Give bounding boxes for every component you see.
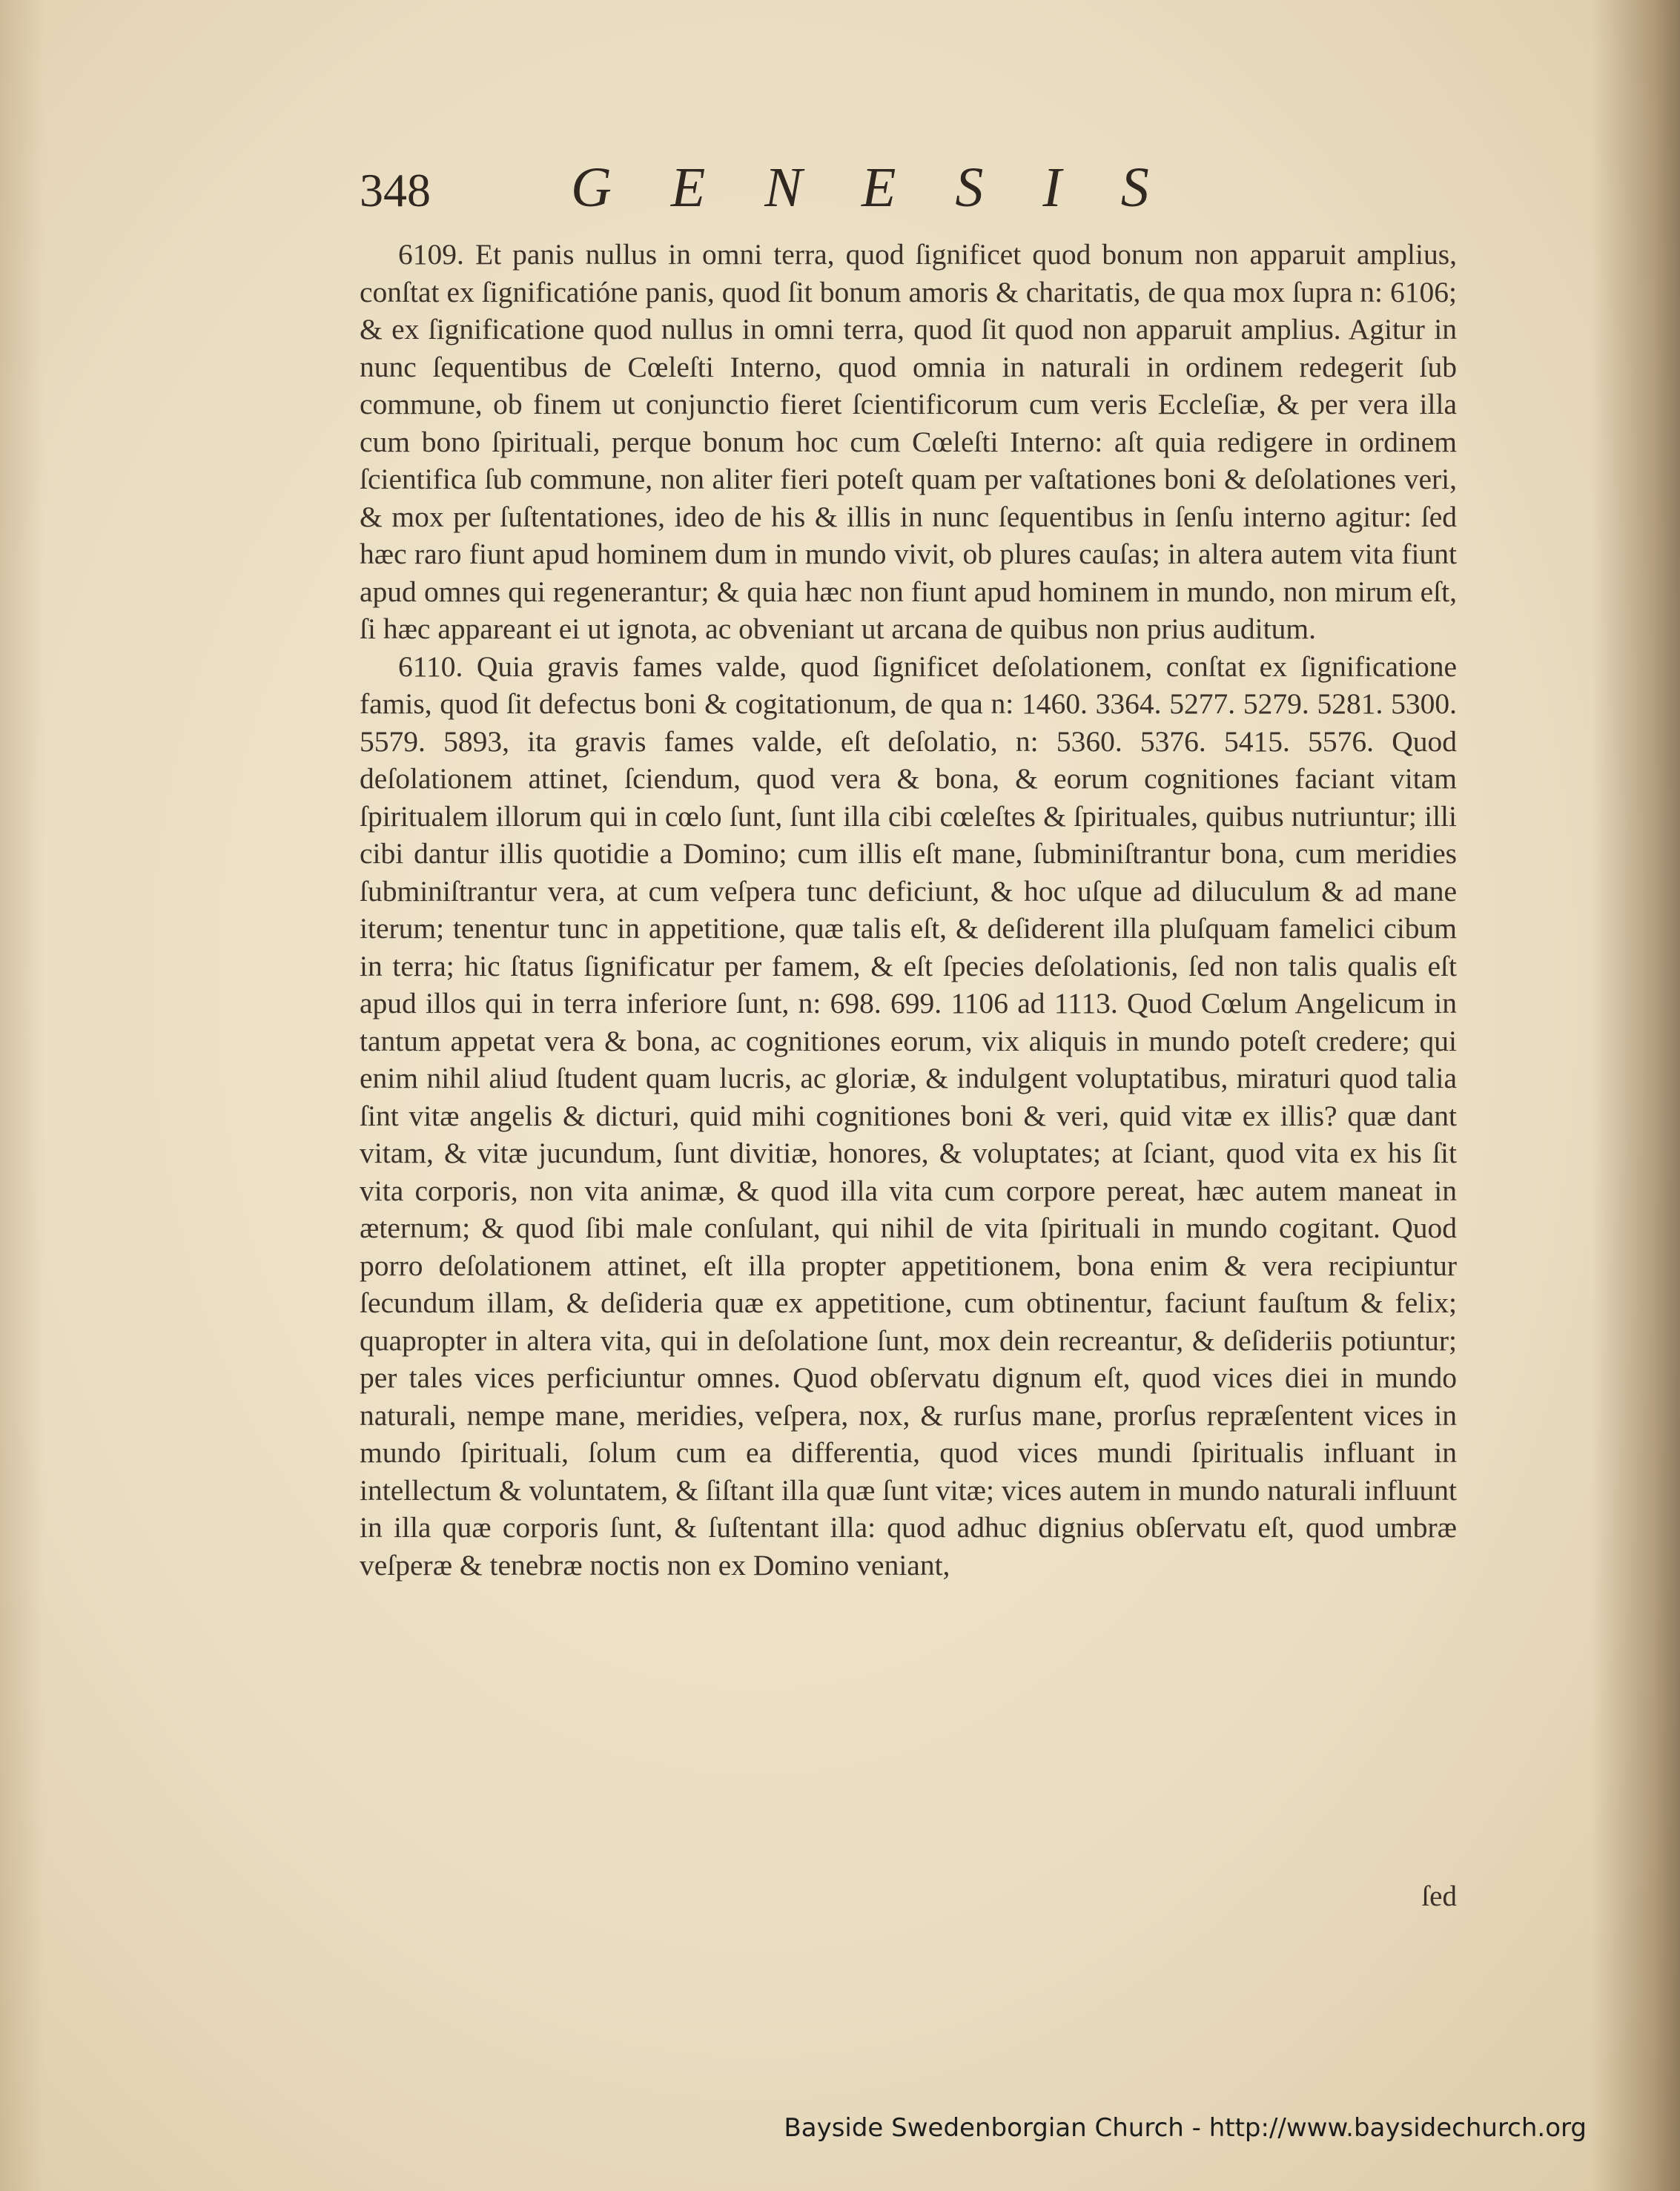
page-number: 348: [360, 164, 431, 217]
page-header: [360, 156, 1249, 222]
running-head: GENESIS: [571, 156, 1208, 219]
body-text: [360, 236, 1457, 1584]
page-right-shadow: [1591, 0, 1680, 2191]
paragraph-6110: 6110. Quia gravis fames valde, quod ſignificet deſolationem, conſtat ex ſignificatione famis, quod ſit defectus boni & cogitationum, de qua n: 1460. 3364. 5277. 5279. 5281. 5300. 5579. 5893, ita gravis fames valde, eſt deſolatio, n: 5360. 5376. 5415. 5576. Quod deſolationem attinet, ſciendum, quod vera & bona, & eorum cognitiones faciant vitam ſpiritualem illorum qui in cœlo ſunt, ſunt illa cibi cœleſtes & ſpirituales, quibus nutriuntur; illi cibi dantur illis quotidie a Domino; cum illis eſt mane, ſubminiſtrantur bona, cum meridies ſubminiſtrantur vera, at cum veſpera tunc deficiunt, & hoc uſque ad diluculum & ad mane iterum; tenentur tunc in appetitione, quæ talis eſt, & deſiderent illa pluſquam famelici cibum in terra; hic ſtatus ſignificatur per famem, & eſt ſpecies deſolationis, ſed non talis qualis eſt apud illos qui in terra inferiore ſunt, n: 698. 699. 1106 ad 1113. Quod Cœlum Angelicum in tantum appetat vera & bona, ac cognitiones eorum, vix aliquis in mundo poteſt credere; qui enim nihil aliud ſtudent quam lucris, ac gloriæ, & indulgent voluptatibus, miraturi quod talia ſint vitæ angelis & dicturi, quid mihi cognitiones boni & veri, quid vitæ ex illis? quæ dant vitam, & vitæ jucundum, ſunt divitiæ, honores, & voluptates; at ſciant, quod vita ex his ſit vita corporis, non vita animæ, & quod illa vita cum corpore pereat, hæc autem maneat in æternum; & quod ſibi male conſulant, qui nihil de vita ſpirituali in mundo cogitant. Quod porro deſolationem attinet, eſt illa propter appetitionem, bona enim & vera recipiuntur ſecundum illam, & deſideria quæ ex appetitione, cum obtinentur, faciunt fauſtum & felix; quapropter in altera vita, qui in deſolatione ſunt, mox dein recreantur, & deſideriis potiuntur; per tales vices perficiuntur omnes. Quod obſervatu dignum eſt, quod vices diei in mundo naturali, nempe mane, meridies, veſpera, nox, & rurſus mane, prorſus repræſentent vices in mundo ſpirituali, ſolum cum ea differentia, quod vices mundi ſpiritualis influant in intellectum & voluntatem, & ſiſtant illa quæ ſunt vitæ; vices autem in mundo naturali influunt in illa quæ corporis ſunt, & ſuſtentant illa: quod adhuc dignius obſervatu eſt, quod umbræ veſperæ & tenebræ noctis non ex Domino veniant,: [360, 650, 1457, 1582]
watermark-credit: Bayside Swedenborgian Church - http://www.baysidechurch.org: [784, 2113, 1587, 2143]
page-left-shadow: [0, 0, 44, 2191]
catchword: ſed: [1421, 1880, 1457, 1912]
paragraph-6109: 6109. Et panis nullus in omni terra, quod ſignificet quod bonum non apparuit amplius, conſtat ex ſignificatióne panis, quod ſit bonum amoris & charitatis, de qua mox ſupra n: 6106; & ex ſignificatione quod nullus in omni terra, quod ſit quod non apparuit amplius. Agitur in nunc ſequentibus de Cœleſti Interno, quod omnia in naturali in ordinem redegerit ſub commune, ob finem ut conjunctio fieret ſcientificorum cum veris Eccleſiæ, & per vera illa cum bono ſpirituali, perque bonum hoc cum Cœleſti Interno: aſt quia redigere in ordinem ſcientifica ſub commune, non aliter fieri poteſt quam per vaſtationes boni & deſolationes veri, & mox per ſuſtentationes, ideo de his & illis in nunc ſequentibus in ſenſu interno agitur: ſed hæc raro fiunt apud hominem dum in mundo vivit, ob plures cauſas; in altera autem vita fiunt apud omnes qui regenerantur; & quia hæc non fiunt apud hominem in mundo, non mirum eſt, ſi hæc appareant ei ut ignota, ac obveniant ut arcana de quibus non prius auditum.: [360, 238, 1457, 645]
